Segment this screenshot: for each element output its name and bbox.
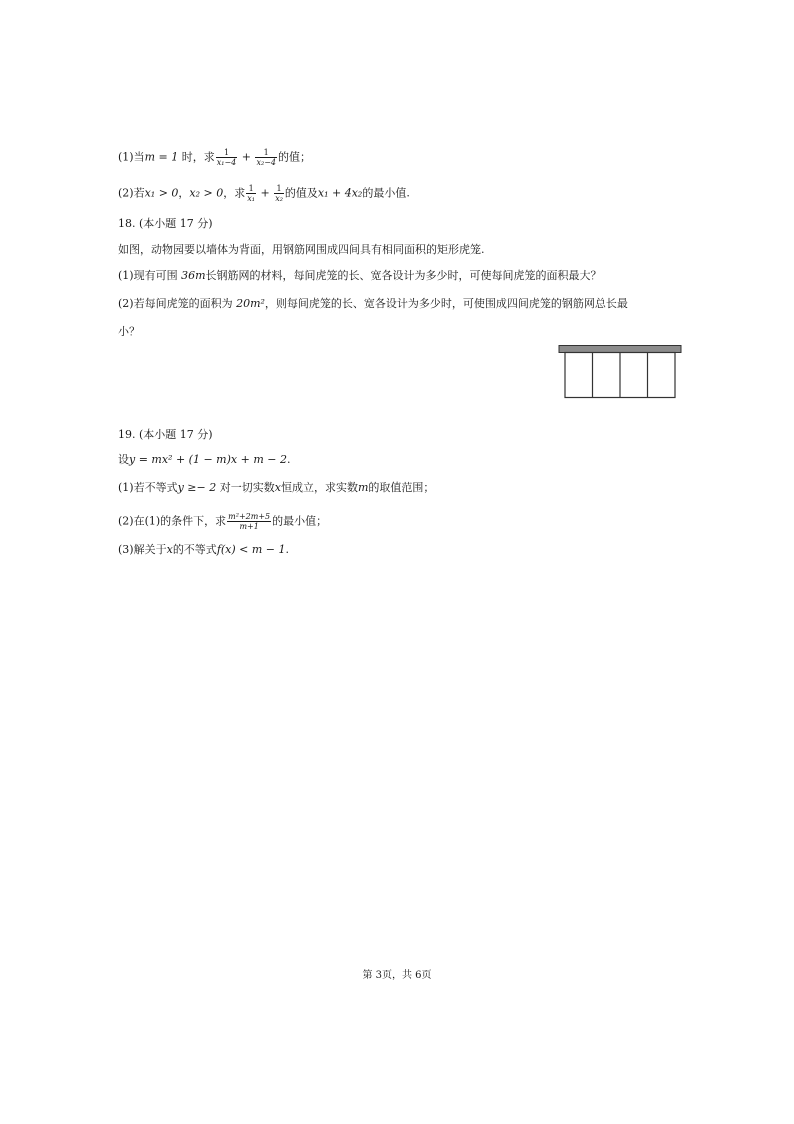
text: (1)当 (118, 150, 145, 164)
text: (2)若 (118, 186, 145, 200)
denominator: x₂−4 (256, 158, 276, 167)
text: 恒成立，求实数 (280, 481, 358, 494)
text: 的不等式 (172, 543, 217, 556)
denominator: m+1 (239, 522, 259, 531)
plus: + (238, 150, 255, 164)
denominator: x₂ (275, 194, 283, 203)
text: 的取值范围； (368, 481, 435, 494)
denominator: x₁−4 (216, 158, 237, 167)
fraction (246, 184, 256, 203)
q18-part2 (118, 296, 628, 312)
q17-part2 (118, 184, 410, 203)
text: 时，求 (178, 150, 215, 164)
math: m = 1 (144, 150, 179, 164)
fraction (255, 148, 277, 167)
text: . (285, 543, 290, 556)
math: 36m (181, 269, 206, 282)
text: . (286, 453, 291, 466)
q18-header: 18. (本小题 17 分) (118, 217, 213, 230)
math: x₂ > 0 (189, 186, 224, 200)
q17-part1 (118, 148, 311, 167)
math: y ≥− 2 (177, 481, 217, 494)
numerator: 1 (255, 148, 277, 158)
numerator: 1 (274, 184, 284, 194)
math: 20m² (236, 297, 265, 310)
math: x (274, 481, 281, 494)
q19-part2 (118, 512, 327, 531)
text: (2)若每间虎笼的面积为 (118, 297, 237, 310)
text: 的值及 (284, 186, 318, 200)
math: x₁ + 4x₂ (317, 186, 363, 200)
text: 的值； (277, 150, 311, 164)
text: ， (178, 186, 190, 200)
fraction (216, 148, 238, 167)
fraction (274, 184, 284, 203)
text: 的最小值. (362, 186, 410, 200)
math: f(x) < m − 1 (216, 543, 286, 556)
q18-part1 (118, 268, 602, 284)
numerator: 1 (246, 184, 256, 194)
text: 对一切实数 (216, 481, 275, 494)
numerator: 1 (216, 148, 238, 158)
math: x (166, 543, 173, 556)
tiger-cage-figure (558, 345, 682, 399)
q18-intro: 如图，动物园要以墙体为背面，用钢筋网围成四间具有相同面积的矩形虎笼. (118, 243, 485, 256)
math: x₁ > 0 (144, 186, 179, 200)
denominator: x₁ (247, 194, 255, 203)
text: 长钢筋网的材料，每间虎笼的长、宽各设计为多少时，可使每间虎笼的面积最大？ (205, 269, 602, 282)
text: (2)在(1)的条件下，求 (118, 514, 227, 528)
math: m (357, 481, 369, 494)
fraction (227, 512, 271, 531)
q19-part3 (118, 542, 289, 558)
wall (559, 346, 681, 353)
q19-intro (118, 452, 290, 468)
text: ，则每间虎笼的长、宽各设计为多少时，可使围成四间虎笼的钢筋网总长最 (264, 297, 628, 310)
text: (1)现有可围 (118, 269, 182, 282)
text: (3)解关于 (118, 543, 167, 556)
text: (1)若不等式 (118, 481, 178, 494)
numerator: m²+2m+5 (228, 512, 271, 521)
text: 的最小值； (272, 514, 328, 528)
q19-header: 19. (本小题 17 分) (118, 428, 213, 441)
page-footer: 第 3页，共 6页 (362, 970, 432, 981)
q18-part2-cont: 小？ (118, 325, 140, 338)
math: y = mx² + (1 − m)x + m − 2 (129, 453, 287, 466)
text: 设 (118, 453, 129, 466)
text: ，求 (223, 186, 246, 200)
q19-part1 (118, 480, 434, 496)
plus: + (256, 186, 274, 200)
